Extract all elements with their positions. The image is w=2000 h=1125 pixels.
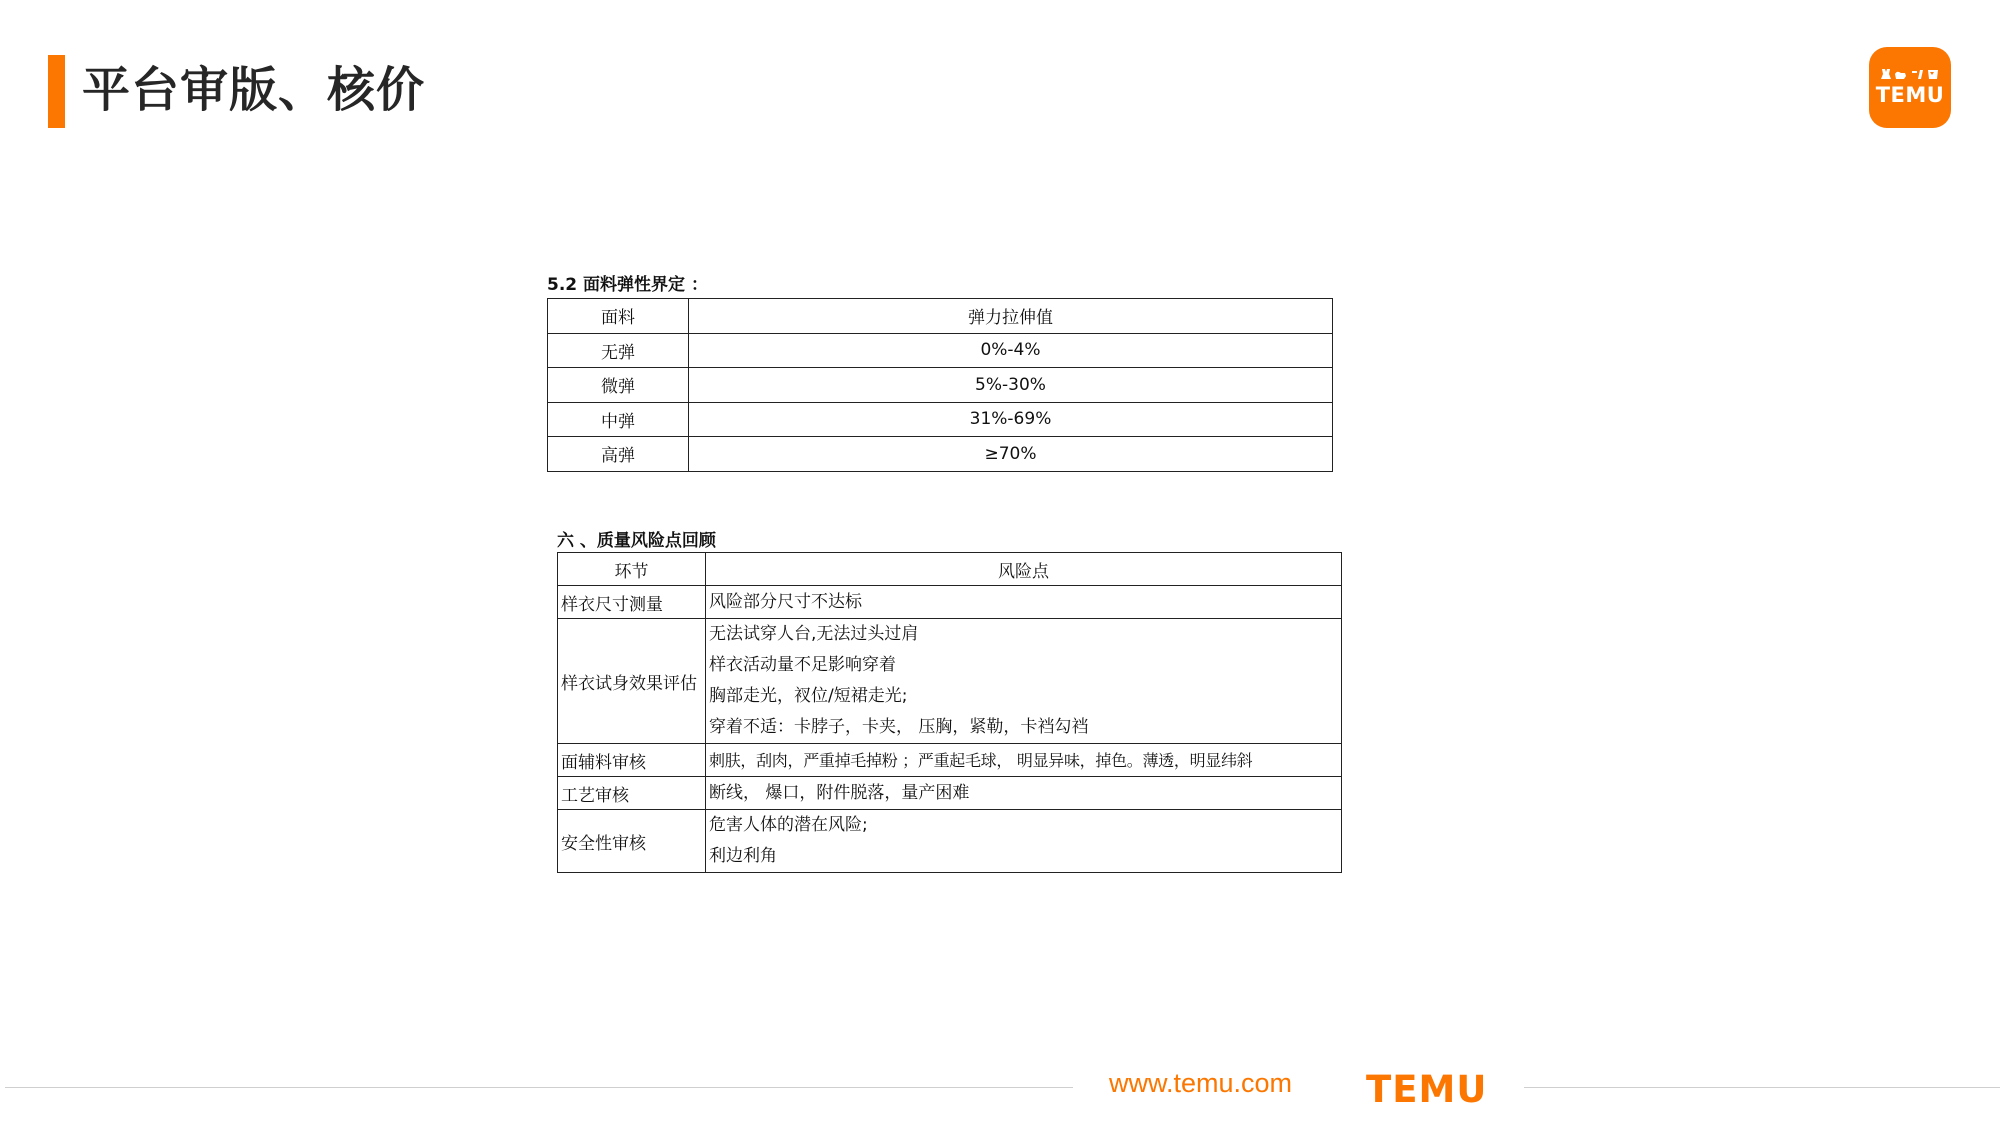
page-title: 平台审版、核价 xyxy=(82,62,426,118)
footer-divider-right xyxy=(1524,1087,2000,1088)
footer-url: www.temu.com xyxy=(1109,1068,1293,1098)
column-header-risk: 风险点 xyxy=(706,553,1342,586)
quality-risk-table xyxy=(557,552,1342,873)
stage-cell: 面辅料审核 xyxy=(558,744,706,777)
risk-cell xyxy=(706,744,1342,777)
risk-item: 断线， 爆口，附件脱落，量产困难 xyxy=(709,782,970,803)
risk-item: 危害人体的潜在风险; xyxy=(709,815,868,835)
table-row xyxy=(558,586,1342,619)
table-row xyxy=(548,437,1333,472)
risk-item: 样衣活动量不足影响穿着 xyxy=(709,655,896,675)
table-row xyxy=(548,333,1333,368)
table-header-row xyxy=(558,553,1342,586)
stretch-cell: 0%-4% xyxy=(689,333,1333,368)
stage-cell: 样衣试身效果评估 xyxy=(558,619,706,744)
risk-item: 无法试穿人台,无法过头过肩 xyxy=(709,624,919,644)
stage-cell: 样衣尺寸测量 xyxy=(558,586,706,619)
table-row xyxy=(558,744,1342,777)
footer-logo: TEMU xyxy=(1366,1068,1488,1111)
column-header-stretch: 弹力拉伸值 xyxy=(689,299,1333,334)
fabric-cell: 高弹 xyxy=(548,437,689,472)
risk-item: 刺肤，刮肉，严重掉毛掉粉 ；严重起毛球， 明显异味，掉色。薄透，明显纬斜 xyxy=(709,750,1253,770)
temu-logo-badge xyxy=(1869,47,1951,128)
risk-heading: 六 、质量风险点回顾 xyxy=(557,531,716,551)
stretch-cell: ≥70% xyxy=(689,437,1333,472)
risk-item: 风险部分尺寸不达标 xyxy=(709,591,862,612)
risk-cell xyxy=(706,619,1342,744)
table-row xyxy=(558,810,1342,873)
table-header-row xyxy=(548,299,1333,334)
table-row xyxy=(558,777,1342,810)
table-row xyxy=(548,368,1333,403)
title-accent-bar xyxy=(48,55,65,128)
column-header-fabric: 面料 xyxy=(548,299,689,334)
fabric-cell: 中弹 xyxy=(548,402,689,437)
risk-cell xyxy=(706,586,1342,619)
table-row xyxy=(548,402,1333,437)
risk-item: 胸部走光，衩位/短裙走光; xyxy=(709,686,908,706)
risk-item: 利边利角 xyxy=(709,846,777,866)
stage-cell: 安全性审核 xyxy=(558,810,706,873)
stretch-cell: 5%-30% xyxy=(689,368,1333,403)
fabric-cell: 微弹 xyxy=(548,368,689,403)
logo-icons xyxy=(1878,67,1942,83)
stretch-cell: 31%-69% xyxy=(689,402,1333,437)
stage-cell: 工艺审核 xyxy=(558,777,706,810)
fabric-cell: 无弹 xyxy=(548,333,689,368)
elasticity-table xyxy=(547,298,1333,472)
risk-item: 穿着不适：卡脖子，卡夹， 压胸，紧勒，卡裆勾裆 xyxy=(709,717,1089,737)
column-header-stage: 环节 xyxy=(558,553,706,586)
risk-cell xyxy=(706,810,1342,873)
footer-divider-left xyxy=(5,1087,1073,1088)
elasticity-heading: 5.2 面料弹性界定 ： xyxy=(547,275,708,295)
risk-cell xyxy=(706,777,1342,810)
table-row xyxy=(558,619,1342,744)
logo-wordmark: TEMU xyxy=(1875,83,1945,107)
